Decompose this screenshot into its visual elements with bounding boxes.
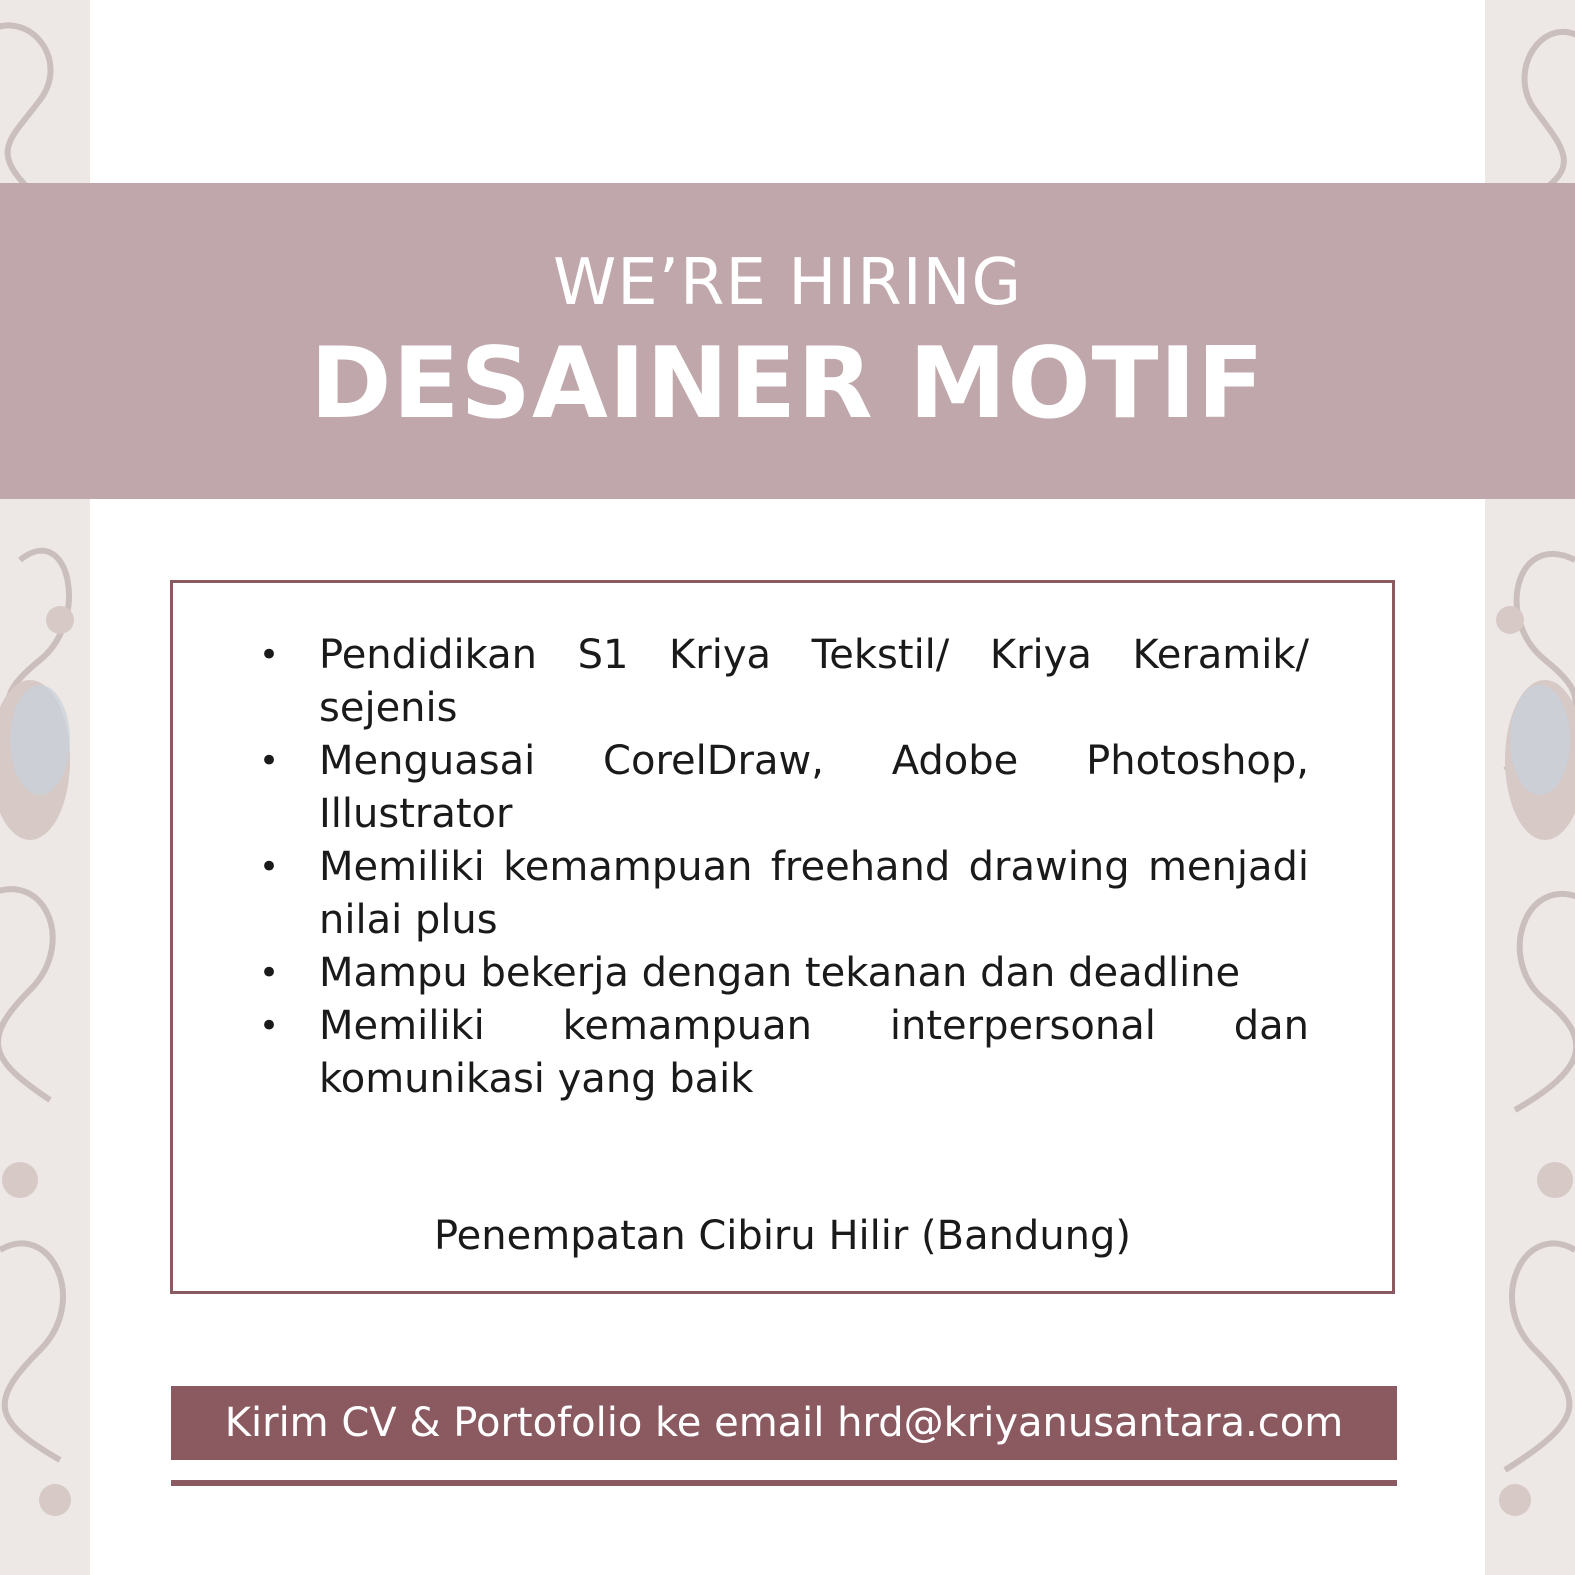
- bullet-icon: •: [259, 1006, 280, 1046]
- bullet-icon: •: [259, 847, 280, 887]
- hiring-kicker: WE’RE HIRING: [552, 246, 1023, 320]
- bullet-icon: •: [259, 635, 280, 675]
- banner-text-area: [90, 183, 1485, 499]
- requirement-text: Menguasai CorelDraw, Adobe Photoshop, Illustrator: [319, 738, 1309, 837]
- requirement-item: [259, 841, 1309, 947]
- requirement-item: [259, 947, 1309, 1000]
- placement-location: Penempatan Cibiru Hilir (Bandung): [433, 1213, 1132, 1259]
- hiring-banner: [0, 183, 1575, 499]
- requirements-box: [170, 580, 1395, 1294]
- requirement-text: Mampu bekerja dengan tekanan dan deadline: [319, 950, 1241, 996]
- bullet-icon: •: [259, 741, 280, 781]
- requirement-text: Memiliki kemampuan interpersonal dan komunikasi yang baik: [319, 1003, 1309, 1102]
- requirement-item: [259, 1000, 1309, 1106]
- requirement-text: Memiliki kemampuan freehand drawing menjadi nilai plus: [319, 844, 1309, 943]
- requirement-item: [259, 629, 1309, 735]
- apply-instructions: Kirim CV & Portofolio ke email hrd@kriyanusantara.com: [171, 1386, 1397, 1460]
- bullet-icon: •: [259, 953, 280, 993]
- requirement-item: [259, 735, 1309, 841]
- requirements-list: [259, 629, 1309, 1106]
- job-title: DESAINER MOTIF: [310, 327, 1265, 441]
- divider-line: [171, 1480, 1397, 1486]
- requirement-text: Pendidikan S1 Kriya Tekstil/ Kriya Keramik/ sejenis: [319, 632, 1309, 731]
